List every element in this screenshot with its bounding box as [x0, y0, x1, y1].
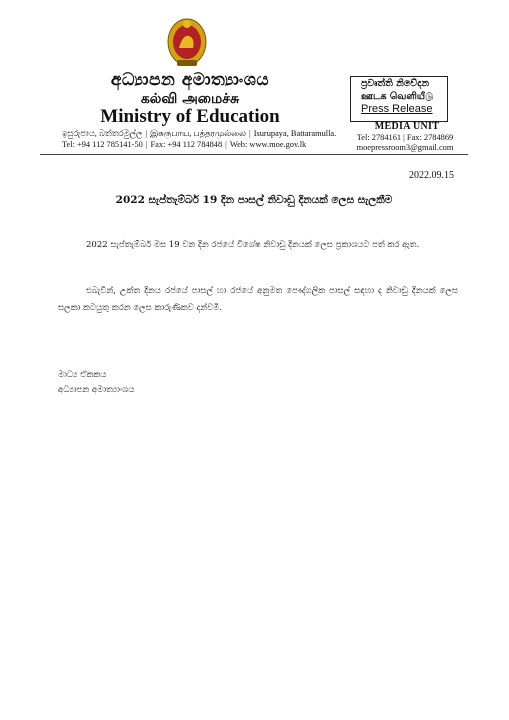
ministry-name-sinhala: අධ්‍යාපන අමාත්‍යාංශය — [110, 70, 270, 90]
press-release-english: Press Release — [361, 103, 433, 115]
website: Web: www.moe.gov.lk — [229, 140, 307, 149]
signature-ministry: අධ්‍යාපන අමාත්‍යාංශය — [58, 385, 135, 395]
address-line: ඉසුරුපාය, බත්තරමුල්ල | இசுருபாய, பத்தரமுல்லை | Isurupaya, Battaramulla. — [62, 129, 337, 138]
contact-line: Tel: +94 112 785141-50 | Fax: +94 112 784848 | Web: www.moe.gov.lk — [62, 140, 307, 149]
address-english: Isurupaya, Battaramulla. — [253, 129, 337, 138]
media-unit-contact: Tel: 2784161 | Fax: 2784869 — [356, 133, 454, 142]
press-release-sinhala: ප්‍රවෘත්ති නිවේදන — [361, 78, 430, 89]
fax-number: Fax: +94 112 784848 — [150, 140, 223, 149]
body-paragraph-2: එබැවින්, උක්ත දිනය රජයේ පාසල් හා රජයේ අනුමත පෞද්ගලික පාසල් සඳහා ද නිවාඩු දිනයක් ලෙස සලකා කටයුතු කරන ලෙස කාරුණිකව දන්වමි. — [58, 286, 458, 313]
ministry-name-tamil: கல்வி அமைச்சு — [140, 91, 240, 107]
signature-unit: මාධ්‍ය ඒකකය — [58, 370, 107, 380]
media-unit-email: moepressroom3@gmail.com — [356, 143, 454, 152]
ministry-name-english: Ministry of Education — [100, 106, 280, 127]
release-title: 2022 සැප්තැම්බර් 19 දින පාසල් නිවාඩු දිනයක් ලෙස සැලකීම — [115, 194, 393, 206]
media-unit-label: MEDIA UNIT — [374, 121, 440, 132]
body-paragraph-1: 2022 සැප්තැම්බර් මස 19 වන දින රජයේ විශේෂ නිවාඩු දිනයක් ලෙස ප්‍රකාශයට පත් කර ඇත. — [86, 240, 420, 250]
sri-lanka-emblem-icon — [165, 12, 209, 70]
release-date: 2022.09.15 — [409, 170, 454, 181]
address-sinhala: ඉසුරුපාය, බත්තරමුල්ල — [62, 129, 143, 138]
tel-number: Tel: +94 112 785141-50 — [62, 140, 143, 149]
address-tamil: இசுருபாய, பத்தரமுல்லை — [150, 129, 246, 138]
header-divider — [40, 154, 468, 155]
press-release-tamil: ஊடக வெளியீடு — [361, 91, 434, 102]
